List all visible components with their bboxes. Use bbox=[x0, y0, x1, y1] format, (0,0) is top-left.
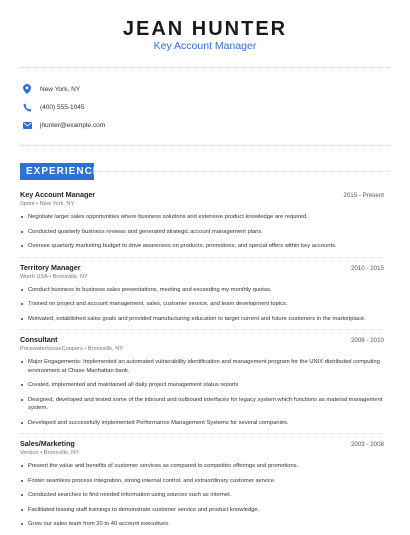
job-bullet: Grow our sales team from 20 to 40 account executives. bbox=[20, 520, 384, 529]
email-icon bbox=[22, 120, 32, 130]
contact-divider bbox=[20, 145, 390, 146]
job-bullet: Conducted quarterly business reviews and generated strategic account management plans. bbox=[20, 228, 384, 237]
job-bullet: Negotiate larger sales opportunities where business solutions and extensive product knowledge are required. bbox=[20, 213, 384, 222]
job-divider bbox=[20, 433, 384, 434]
job-bullet: Trained on project and account management, sales, customer service, and team development topics. bbox=[20, 300, 384, 309]
job-dates: 2010 - 2015 bbox=[350, 264, 384, 272]
contact-email-text[interactable]: jhunter@example.com bbox=[40, 121, 106, 129]
job-bullet: Facilitated leasing staff trainings to demonstrate customer service and product knowledge. bbox=[20, 506, 384, 515]
job-company: Wurth USA • Bronxville, NY bbox=[20, 273, 88, 280]
job-entry bbox=[20, 263, 384, 324]
section-heading-rule bbox=[94, 171, 390, 172]
job-company: Sprint • New York, NY bbox=[20, 201, 75, 207]
job-bullet: Motivated, established sales goals and provided manufacturing education to target current and future customers in the marketplace. bbox=[20, 315, 384, 324]
job-dates: 2008 - 2010 bbox=[350, 337, 384, 344]
contact-location bbox=[22, 82, 80, 96]
job-company: PricewaterhouseCoopers • Bronxville, NY bbox=[20, 346, 124, 352]
job-title: Territory Manager bbox=[20, 262, 81, 272]
job-title: Key Account Manager bbox=[20, 190, 96, 199]
job-title-headline: Key Account Manager bbox=[153, 40, 257, 52]
job-divider bbox=[20, 329, 384, 330]
job-bullet: Designed, developed and tested some of the inbound and outbound interfaces for legacy system which functions as material management system. bbox=[20, 396, 384, 413]
job-bullet: Created, implemented and maintained all daily project management status reports bbox=[20, 381, 384, 390]
contact-email bbox=[22, 118, 105, 132]
job-entry bbox=[20, 335, 384, 427]
job-title: Sales/Marketing bbox=[20, 439, 75, 448]
job-bullet: Present the value and benefits of customer services as compared to competitor offerings and promotions. bbox=[20, 462, 384, 471]
job-bullet: Oversee quarterly marketing budget to drive awareness on products, promotions, and special offers within key accounts. bbox=[20, 242, 384, 251]
experience-list bbox=[20, 190, 384, 535]
job-bullet: Conducted searches to find needed information using sources such as internet. bbox=[20, 491, 384, 500]
job-dates: 2003 - 2008 bbox=[350, 441, 384, 448]
contact-phone bbox=[22, 100, 84, 114]
job-divider bbox=[20, 257, 384, 258]
header-divider bbox=[20, 67, 390, 68]
job-dates: 2015 - Present bbox=[343, 192, 384, 199]
job-company: Verizon • Bronxville, NY bbox=[20, 450, 79, 456]
job-bullet: Developed and successfully implemented Performance Management Systems for several companies. bbox=[20, 419, 384, 428]
contact-phone-text: (400) 555-1045 bbox=[40, 103, 85, 111]
job-bullet: Foster seamless process integration, strong internal control, and extraordinary customer service. bbox=[20, 477, 384, 486]
candidate-name: JEAN HUNTER bbox=[122, 18, 288, 40]
job-title: Consultant bbox=[20, 335, 58, 344]
contact-location-text: New York, NY bbox=[40, 85, 81, 93]
phone-icon bbox=[22, 102, 32, 112]
location-pin-icon bbox=[22, 84, 32, 94]
job-bullet: Conduct business to business sales presentations, meeting and exceeding my monthly quotas. bbox=[20, 286, 384, 295]
job-entry bbox=[20, 190, 384, 251]
job-entry bbox=[20, 439, 384, 529]
section-heading-experience: EXPERIENCE bbox=[20, 163, 94, 180]
job-bullet: Major Engagements: Implemented an automated vulnerability identification and management program for the UNIX distributed computing environment at Chase Manhattan bank. bbox=[20, 358, 384, 375]
